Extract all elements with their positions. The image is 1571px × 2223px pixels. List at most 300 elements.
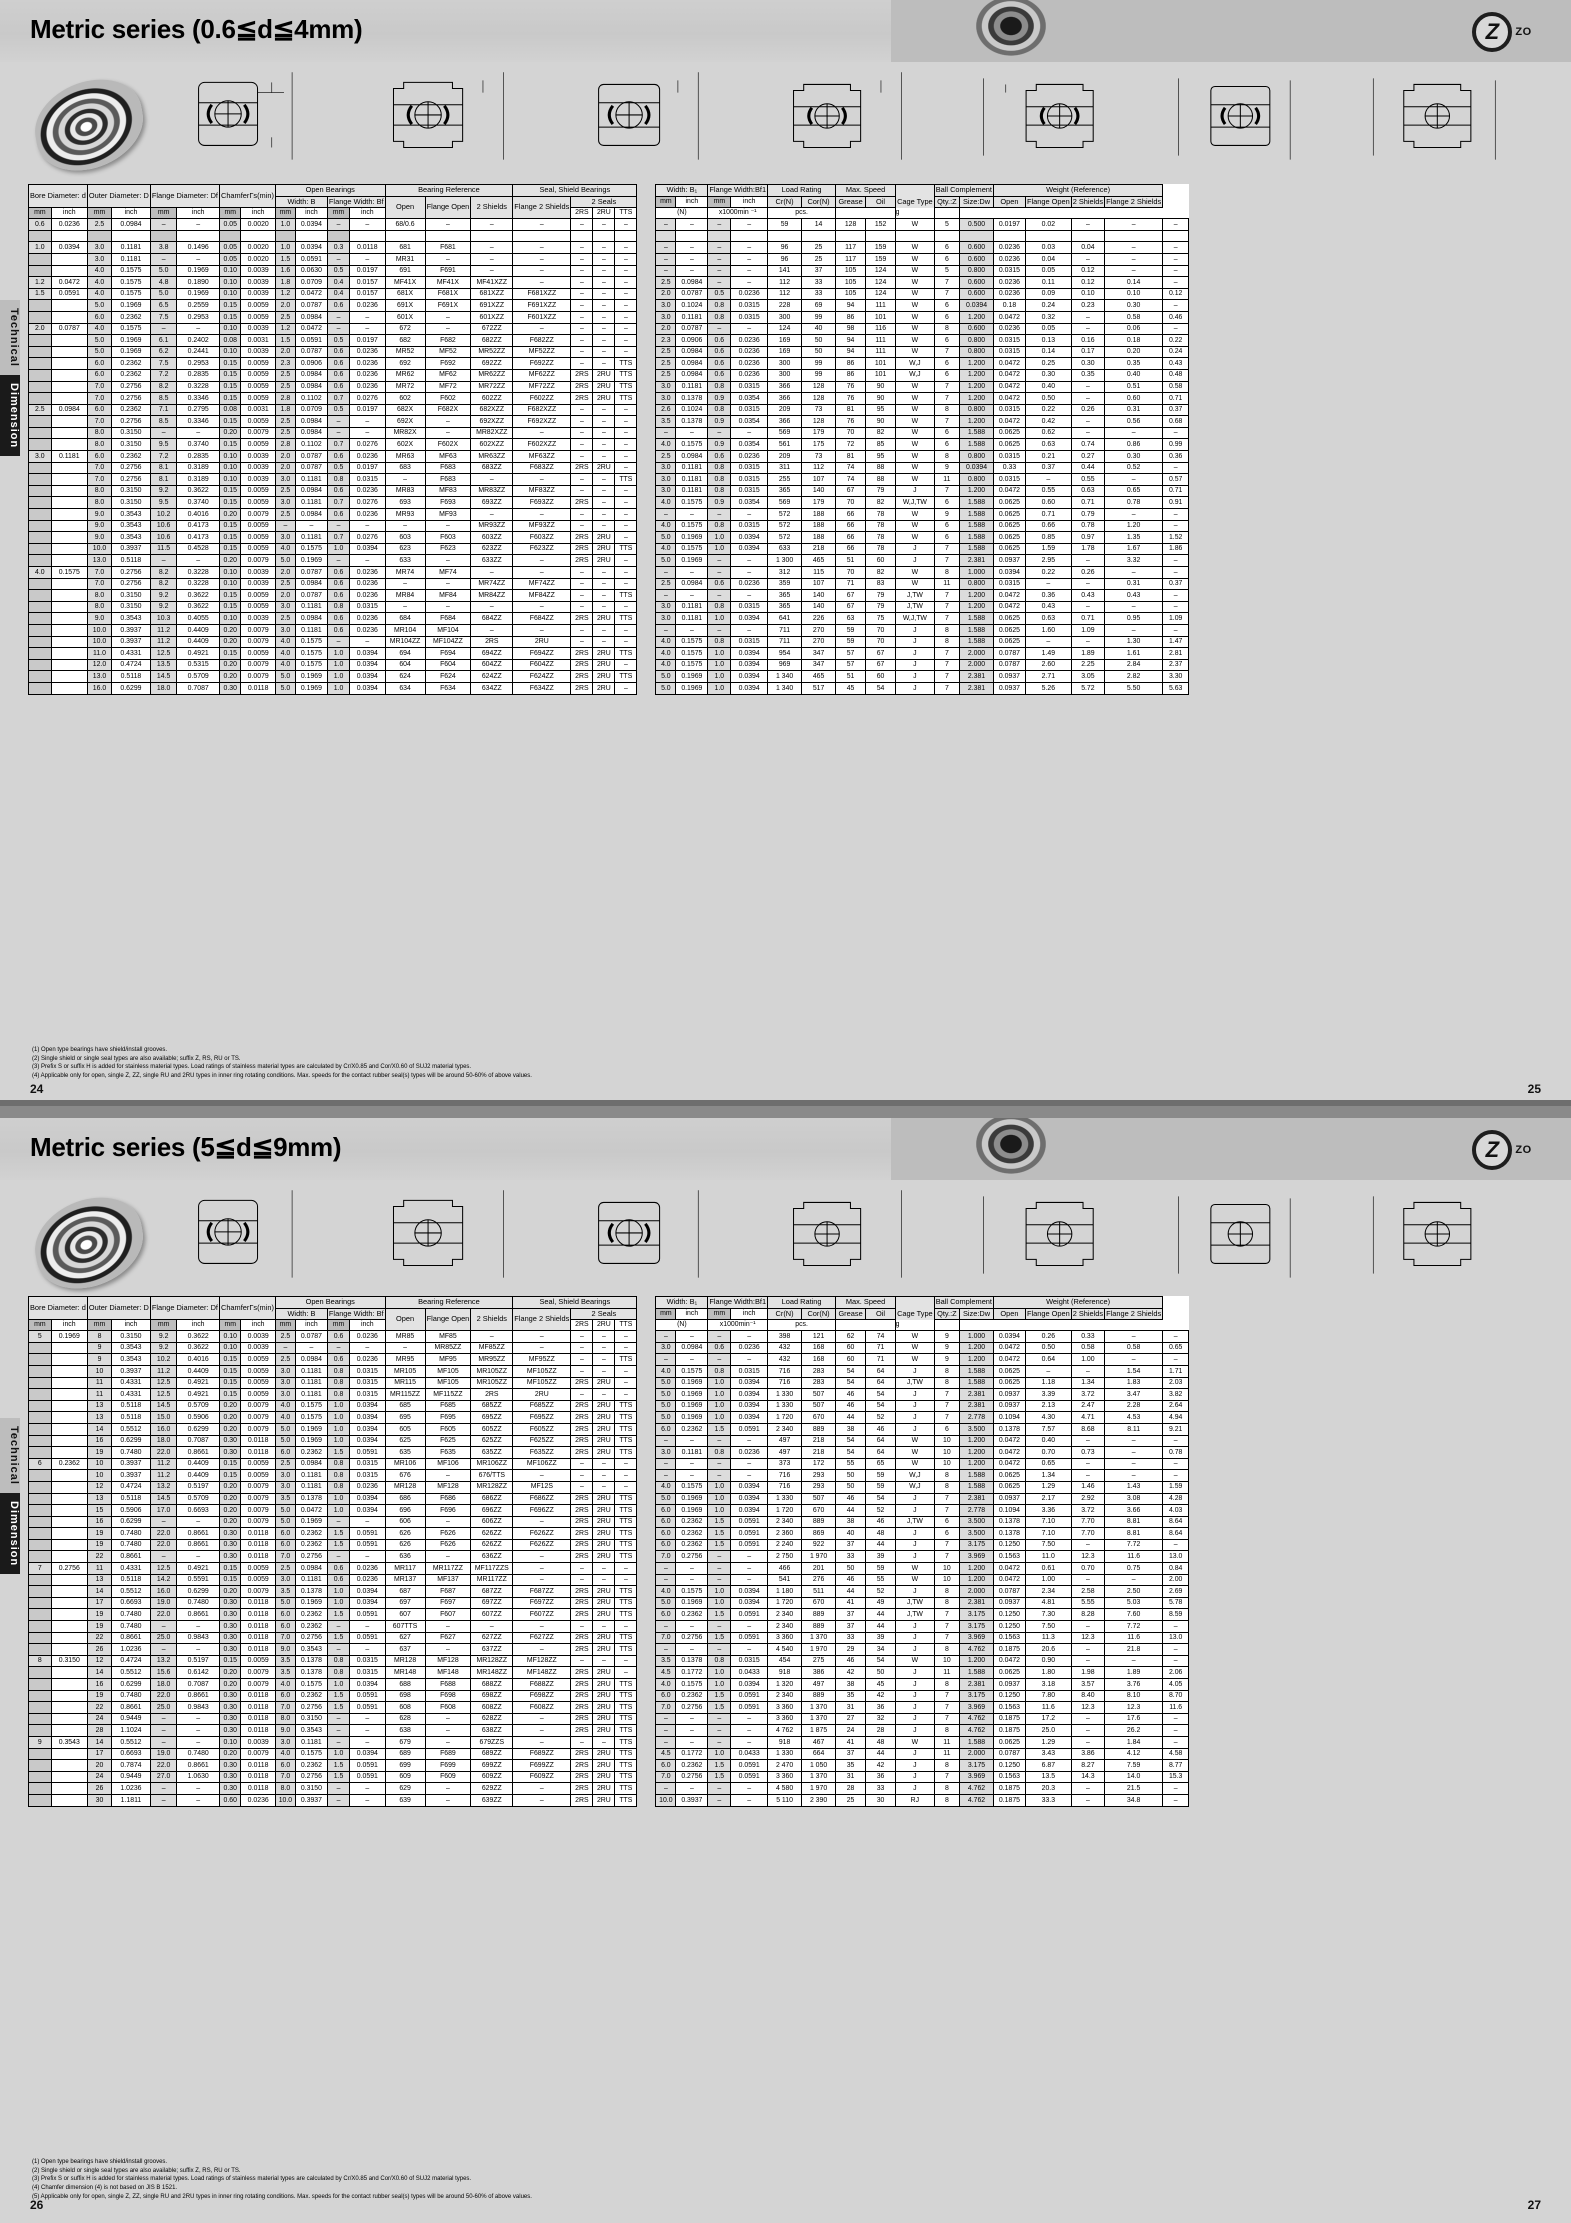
table-cell: 140 xyxy=(802,485,836,497)
table-cell: 0.0079 xyxy=(241,1748,275,1760)
table-cell: 7.0 xyxy=(656,1551,676,1563)
table-cell: 24 xyxy=(87,1713,111,1725)
table-cell: – xyxy=(1163,1331,1189,1343)
table-cell: 572 xyxy=(768,520,802,532)
table-cell: 4.0 xyxy=(275,659,295,671)
table-cell: 0.0472 xyxy=(993,1435,1025,1447)
table-cell: 1.5 xyxy=(708,1528,731,1540)
table-cell: – xyxy=(327,1342,349,1354)
table-cell xyxy=(51,1354,87,1366)
table-cell: 0.1969 xyxy=(295,1423,327,1435)
dimension-table-1 xyxy=(28,184,637,695)
table-cell: 112 xyxy=(802,462,836,474)
table-cell: 609ZZ xyxy=(471,1771,513,1783)
table-cell: 3.500 xyxy=(960,1516,994,1528)
table-cell: 22.0 xyxy=(150,1690,177,1702)
table-row xyxy=(29,1597,637,1609)
table-cell: – xyxy=(731,1354,768,1366)
table-cell: 4.5 xyxy=(656,1667,676,1679)
side-tab-technical[interactable]: Technical xyxy=(0,300,20,375)
table-cell: 0.70 xyxy=(1025,1447,1071,1459)
table-cell: 0.8 xyxy=(708,520,731,532)
table-cell: – xyxy=(513,509,571,521)
table-cell: – xyxy=(1163,1458,1189,1470)
table-cell: 1.0236 xyxy=(112,1644,151,1656)
table-cell: 0.37 xyxy=(1163,404,1189,416)
table-cell: 2 340 xyxy=(768,1423,802,1435)
table-cell: 0.6 xyxy=(327,1331,349,1343)
table-cell: 0.3937 xyxy=(112,1458,151,1470)
table-cell xyxy=(29,671,52,683)
table-cell: – xyxy=(177,1736,220,1748)
table-cell: 0.3228 xyxy=(177,578,220,590)
table-cell: 0.30 xyxy=(1025,369,1071,381)
table-cell: 0.0236 xyxy=(731,288,768,300)
table-cell: 112 xyxy=(768,288,802,300)
table-cell: 78 xyxy=(866,532,896,544)
table-row xyxy=(656,543,1189,555)
table-cell xyxy=(51,1725,87,1737)
table-cell: 0.73 xyxy=(1071,1447,1104,1459)
table-cell: 0.0079 xyxy=(241,624,275,636)
table-cell: – xyxy=(656,427,676,439)
table-cell: 4.762 xyxy=(960,1794,994,1806)
table-cell: – xyxy=(177,555,220,567)
table-cell: 0.0787 xyxy=(676,288,708,300)
table-cell: 0.15 xyxy=(219,381,241,393)
table-cell: 0.1969 xyxy=(112,335,151,347)
table-cell: 0.91 xyxy=(1163,497,1189,509)
table-cell: – xyxy=(708,1574,731,1586)
table-cell: 9.5 xyxy=(150,497,177,509)
table-cell: 2RU xyxy=(593,671,615,683)
table-cell: 11.2 xyxy=(150,1458,177,1470)
table-cell: 8 xyxy=(934,567,959,579)
table-cell: – xyxy=(1163,462,1189,474)
table-cell: 7.0 xyxy=(656,1632,676,1644)
table-cell: – xyxy=(656,1621,676,1633)
table-cell: 0.20 xyxy=(219,1679,241,1691)
table-cell: 7.0 xyxy=(87,393,111,405)
table-cell: 0.1969 xyxy=(177,288,220,300)
table-cell xyxy=(51,1400,87,1412)
table-cell: 359 xyxy=(768,578,802,590)
table-cell: 0.0315 xyxy=(993,265,1025,277)
table-cell: 1.5 xyxy=(708,1516,731,1528)
table-cell: 0.0039 xyxy=(241,578,275,590)
table-cell: 694ZZ xyxy=(471,648,513,660)
table-cell xyxy=(51,1435,87,1447)
table-cell: MF104 xyxy=(425,624,471,636)
table-cell: 4.0 xyxy=(87,323,111,335)
table-cell: 2RS xyxy=(571,659,593,671)
table-cell: 628ZZ xyxy=(471,1713,513,1725)
table-cell: 0.0472 xyxy=(993,416,1025,428)
table-cell: F694 xyxy=(425,648,471,660)
table-cell: 0.0315 xyxy=(993,404,1025,416)
drawing-seal-section xyxy=(1347,58,1542,180)
table-cell: J,TW xyxy=(896,1597,935,1609)
table-cell: – xyxy=(513,624,571,636)
table-cell: 14.0 xyxy=(1105,1771,1163,1783)
table-cell: – xyxy=(656,1713,676,1725)
table-cell: – xyxy=(1071,636,1104,648)
table-cell: 0.0625 xyxy=(993,636,1025,648)
table-cell: 0.58 xyxy=(1105,311,1163,323)
table-cell: W xyxy=(896,1574,935,1586)
col-group-header: Weight (Reference) xyxy=(993,185,1162,197)
table-cell: – xyxy=(571,590,593,602)
table-row xyxy=(29,636,637,648)
table-cell: 42 xyxy=(866,1690,896,1702)
table-cell: 607 xyxy=(385,1609,425,1621)
table-row xyxy=(29,253,637,265)
table-cell xyxy=(29,1725,52,1737)
table-cell: 0.56 xyxy=(1105,416,1163,428)
table-cell: – xyxy=(327,1783,349,1795)
table-cell: 3.0 xyxy=(275,1377,295,1389)
table-cell: 626 xyxy=(385,1539,425,1551)
table-cell: 0.0984 xyxy=(295,509,327,521)
table-cell: 686ZZ xyxy=(471,1493,513,1505)
table-cell: 601X xyxy=(385,311,425,323)
table-cell: 0.15 xyxy=(219,485,241,497)
table-cell: 0.0236 xyxy=(731,1342,768,1354)
table-cell: 0.0787 xyxy=(993,1748,1025,1760)
table-cell: 6.0 xyxy=(656,1423,676,1435)
table-cell: 0.0937 xyxy=(993,1389,1025,1401)
table-cell: F691XZZ xyxy=(513,300,571,312)
table-cell: 4.0 xyxy=(656,659,676,671)
table-cell: 2RU xyxy=(593,682,615,694)
table-cell: 9 xyxy=(87,1342,111,1354)
table-cell: TTS xyxy=(615,1551,637,1563)
table-row xyxy=(656,509,1189,521)
table-cell: 1.2 xyxy=(275,323,295,335)
table-cell: J xyxy=(896,1423,935,1435)
table-cell: 1.200 xyxy=(960,311,994,323)
table-cell: 300 xyxy=(768,311,802,323)
col-unit-header: inch xyxy=(241,208,275,219)
table-cell xyxy=(29,381,52,393)
table-cell: 2RS xyxy=(571,1760,593,1772)
table-cell: 2RU xyxy=(593,1435,615,1447)
table-cell: 6 xyxy=(934,427,959,439)
table-cell: – xyxy=(615,1563,637,1575)
table-cell: – xyxy=(571,485,593,497)
table-cell xyxy=(51,1667,87,1679)
table-cell: 0.8661 xyxy=(177,1760,220,1772)
table-cell: 168 xyxy=(802,1354,836,1366)
table-cell: 0.0709 xyxy=(295,277,327,289)
table-cell: 0.3150 xyxy=(112,1331,151,1343)
table-cell: MR83ZZ xyxy=(471,485,513,497)
table-cell: 6.0 xyxy=(656,1690,676,1702)
table-cell xyxy=(29,1713,52,1725)
table-cell: – xyxy=(593,323,615,335)
table-row xyxy=(29,1412,637,1424)
table-cell: 366 xyxy=(768,416,802,428)
table-row xyxy=(656,1609,1189,1621)
table-cell: 12.3 xyxy=(1071,1632,1104,1644)
table-cell: 0.36 xyxy=(1163,451,1189,463)
table-cell: – xyxy=(571,219,593,231)
table-cell: 10.0 xyxy=(87,624,111,636)
col-unit-header: mm xyxy=(29,1320,52,1331)
table-cell: MR63 xyxy=(385,451,425,463)
table-cell: 4 540 xyxy=(768,1644,802,1656)
table-cell: 0.10 xyxy=(219,277,241,289)
table-cell: – xyxy=(1105,509,1163,521)
side-tab-dimension[interactable]: Dimension xyxy=(0,1493,20,1574)
table-cell: 1.588 xyxy=(960,439,994,451)
table-cell: 1.5 xyxy=(708,1609,731,1621)
table-row xyxy=(29,1505,637,1517)
table-cell: 8.59 xyxy=(1163,1609,1189,1621)
table-cell: 3.5 xyxy=(656,1655,676,1667)
table-cell: TTS xyxy=(615,613,637,625)
table-cell: 0.8661 xyxy=(112,1632,151,1644)
table-cell: – xyxy=(471,242,513,254)
table-cell: 1.200 xyxy=(960,1563,994,1575)
table-cell: 0.1575 xyxy=(676,636,708,648)
table-cell: 0.64 xyxy=(1025,1354,1071,1366)
table-cell xyxy=(51,613,87,625)
table-cell: 13 xyxy=(87,1574,111,1586)
table-cell: 10.2 xyxy=(150,509,177,521)
table-cell: 2RU xyxy=(593,1667,615,1679)
table-cell: 111 xyxy=(866,300,896,312)
table-cell: 0.0787 xyxy=(676,323,708,335)
table-cell: – xyxy=(708,1794,731,1806)
table-cell: 5.50 xyxy=(1105,682,1163,694)
table-cell: J,TW xyxy=(896,1516,935,1528)
table-cell: 1.0 xyxy=(708,1667,731,1679)
table-cell: 3.5 xyxy=(275,1586,295,1598)
table-cell xyxy=(29,1621,52,1633)
table-cell: – xyxy=(350,323,385,335)
side-tab-dimension[interactable]: Dimension xyxy=(0,375,20,456)
table-cell: 0.6 xyxy=(327,509,349,521)
table-cell: – xyxy=(513,1736,571,1748)
table-cell: 0.1969 xyxy=(112,346,151,358)
table-cell: 0.5118 xyxy=(112,1400,151,1412)
table-cell: 9 xyxy=(934,462,959,474)
table-cell: 0.0059 xyxy=(241,393,275,405)
table-cell: 0.0625 xyxy=(993,1736,1025,1748)
table-cell: 0.5709 xyxy=(177,671,220,683)
col-subheader: Grease xyxy=(836,1308,866,1320)
table-cell: 4.0 xyxy=(656,1481,676,1493)
table-cell: – xyxy=(150,323,177,335)
table-cell: – xyxy=(1163,1713,1189,1725)
table-cell: – xyxy=(177,1551,220,1563)
table-cell: 0.0236 xyxy=(350,567,385,579)
table-cell: – xyxy=(327,1713,349,1725)
table-cell: – xyxy=(350,1783,385,1795)
table-cell: 0.7087 xyxy=(177,682,220,694)
table-cell: 672ZZ xyxy=(471,323,513,335)
table-cell: 117 xyxy=(836,253,866,265)
table-cell: – xyxy=(350,1621,385,1633)
table-row xyxy=(29,659,637,671)
table-cell: – xyxy=(513,555,571,567)
table-cell: 0.3937 xyxy=(676,1794,708,1806)
table-cell: 3.969 xyxy=(960,1771,994,1783)
col-unit-header: 2RS xyxy=(571,1320,593,1331)
table-cell: 26 xyxy=(87,1644,111,1656)
table-cell: 1.71 xyxy=(1163,1365,1189,1377)
table-cell: 67 xyxy=(836,590,866,602)
table-cell: 0.0625 xyxy=(993,624,1025,636)
drawing-shielded-bearing xyxy=(552,58,747,180)
table-cell: 0.0059 xyxy=(241,1389,275,1401)
table-cell: 44 xyxy=(866,1621,896,1633)
table-cell: 0.3740 xyxy=(177,439,220,451)
table-cell: 88 xyxy=(866,462,896,474)
table-cell: 2RS xyxy=(571,1748,593,1760)
table-cell: TTS xyxy=(615,1702,637,1714)
table-row xyxy=(656,1586,1189,1598)
side-tab-technical[interactable]: Technical xyxy=(0,1418,20,1493)
page-title-2: Metric series (5≦d≦9mm) xyxy=(30,1132,342,1162)
table-row xyxy=(29,288,637,300)
table-cell: 2.000 xyxy=(960,1586,994,1598)
col-unit-header: mm xyxy=(219,208,241,219)
table-cell: – xyxy=(593,624,615,636)
table-cell: 8.2 xyxy=(150,381,177,393)
table-cell: – xyxy=(571,1331,593,1343)
table-cell: 0.20 xyxy=(219,1412,241,1424)
table-cell: 128 xyxy=(802,381,836,393)
table-cell: 226 xyxy=(802,613,836,625)
table-cell: 0.3189 xyxy=(177,462,220,474)
table-cell: 0.2362 xyxy=(295,1760,327,1772)
col-unit-header: inch xyxy=(112,208,151,219)
table-cell: 2RS xyxy=(571,1539,593,1551)
table-cell: 0.1575 xyxy=(51,567,87,579)
table-cell: F693ZZ xyxy=(513,497,571,509)
table-cell: 2 360 xyxy=(768,1528,802,1540)
table-cell: 1.588 xyxy=(960,1377,994,1389)
table-row xyxy=(656,242,1189,254)
table-cell: 3.500 xyxy=(960,1423,994,1435)
table-cell: 0.15 xyxy=(219,520,241,532)
table-cell: 0.0236 xyxy=(993,253,1025,265)
table-row xyxy=(29,555,637,567)
table-cell: MF63ZZ xyxy=(513,451,571,463)
table-cell xyxy=(51,300,87,312)
table-cell: 0.0394 xyxy=(731,1679,768,1691)
table-cell: 0.10 xyxy=(219,346,241,358)
table-cell: 3.0 xyxy=(656,381,676,393)
table-cell: 49 xyxy=(866,1597,896,1609)
table-cell: – xyxy=(1163,277,1189,289)
table-cell: 0.3622 xyxy=(177,590,220,602)
col-subheader: Flange Open xyxy=(1026,1308,1070,1318)
table-cell xyxy=(29,1771,52,1783)
table-cell: 507 xyxy=(802,1400,836,1412)
table-cell: 0.0059 xyxy=(241,648,275,660)
table-cell: – xyxy=(471,624,513,636)
table-cell: MR84ZZ xyxy=(471,590,513,602)
table-cell xyxy=(29,230,52,242)
table-cell xyxy=(51,648,87,660)
table-cell: – xyxy=(1105,1655,1163,1667)
table-cell: 7.72 xyxy=(1105,1539,1163,1551)
table-cell xyxy=(51,265,87,277)
col-subheader: 2 Shields xyxy=(1072,1308,1104,1318)
table-cell: 2.5 xyxy=(275,613,295,625)
table-cell: 638ZZ xyxy=(471,1725,513,1737)
col-subheader: Cor(N) xyxy=(802,1308,836,1320)
table-cell: 0.0354 xyxy=(731,439,768,451)
table-cell: – xyxy=(676,1736,708,1748)
table-cell: 1.588 xyxy=(960,1736,994,1748)
table-cell: 0.24 xyxy=(1025,300,1071,312)
table-cell: 13.0 xyxy=(87,555,111,567)
table-cell: – xyxy=(327,427,349,439)
table-cell: J xyxy=(896,1713,935,1725)
table-cell: 40 xyxy=(802,323,836,335)
table-cell: 7.0 xyxy=(656,1702,676,1714)
table-cell: – xyxy=(571,288,593,300)
table-cell: – xyxy=(593,1574,615,1586)
table-cell: 46 xyxy=(866,1516,896,1528)
table-cell: – xyxy=(471,1331,513,1343)
table-cell: MF117ZZS xyxy=(471,1563,513,1575)
table-cell: 22.0 xyxy=(150,1528,177,1540)
table-cell: 3.0 xyxy=(275,497,295,509)
table-cell xyxy=(51,311,87,323)
table-cell: – xyxy=(708,1458,731,1470)
table-cell: 3.0 xyxy=(656,462,676,474)
table-cell: 6.0 xyxy=(87,358,111,370)
table-cell: 0.1575 xyxy=(295,648,327,660)
table-cell: 0.0787 xyxy=(295,462,327,474)
table-cell: 14.5 xyxy=(150,671,177,683)
table-cell: MR74 xyxy=(385,567,425,579)
table-cell: 33 xyxy=(836,1632,866,1644)
table-cell: MF52ZZ xyxy=(513,346,571,358)
logo-text: ZO xyxy=(1515,26,1532,38)
table-cell: 0.0315 xyxy=(731,381,768,393)
table-cell: 76 xyxy=(836,393,866,405)
table-cell: 105 xyxy=(836,288,866,300)
table-cell: 8.64 xyxy=(1163,1516,1189,1528)
table-cell: 12.5 xyxy=(150,1377,177,1389)
table-cell xyxy=(350,230,385,242)
table-cell: 25.0 xyxy=(1025,1725,1071,1737)
table-cell: 3.0 xyxy=(656,485,676,497)
table-cell: 347 xyxy=(802,648,836,660)
table-cell: 1.0 xyxy=(708,682,731,694)
table-row xyxy=(29,1563,637,1575)
table-cell: 1.86 xyxy=(1163,543,1189,555)
table-row xyxy=(656,659,1189,671)
col-unit-header: mm xyxy=(219,1320,241,1331)
table-cell: 0.1575 xyxy=(676,520,708,532)
table-cell: – xyxy=(676,1644,708,1656)
drawing-open-bearing-2 xyxy=(154,1176,349,1298)
table-cell: 8 xyxy=(934,323,959,335)
table-cell: 2.71 xyxy=(1025,671,1071,683)
table-row xyxy=(29,1736,637,1748)
table-cell: 7 xyxy=(934,671,959,683)
table-cell: 0.15 xyxy=(219,1377,241,1389)
table-cell: 2.95 xyxy=(1025,555,1071,567)
table-cell: 679 xyxy=(385,1736,425,1748)
